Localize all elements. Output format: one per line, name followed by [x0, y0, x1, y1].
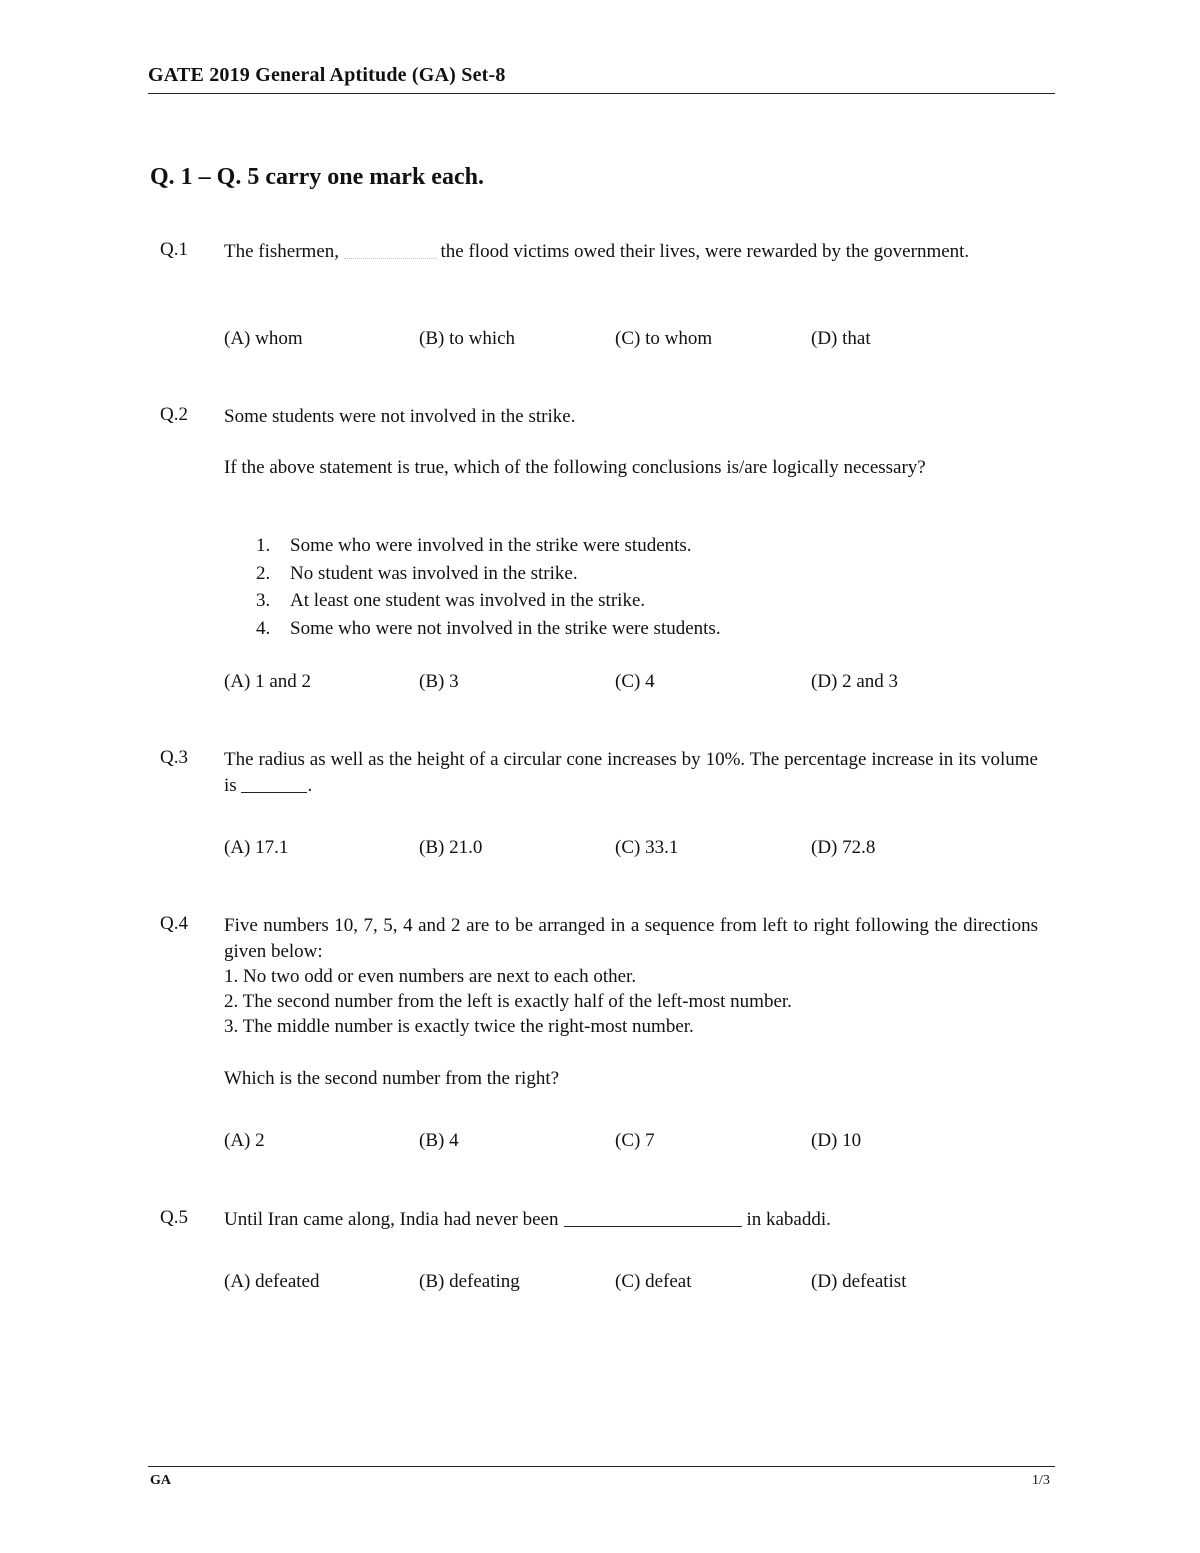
option-c: (C) 33.1 [615, 837, 679, 858]
option-d: (D) defeatist [811, 1271, 907, 1292]
list-item: 1. Some who were involved in the strike were students. [256, 535, 692, 556]
question-number: Q.5 [160, 1207, 188, 1228]
options-q3 [0, 837, 1200, 867]
options-q5 [0, 1271, 1200, 1301]
option-d: (D) 72.8 [811, 837, 876, 858]
answer-blank [241, 792, 307, 793]
option-c: (C) to whom [615, 328, 713, 349]
option-b: (B) 4 [419, 1130, 459, 1151]
answer-blank [344, 258, 436, 259]
question-prompt: Which is the second number from the right? [224, 1068, 560, 1089]
options-q1 [0, 328, 1200, 358]
conclusion-list [256, 532, 721, 642]
footer-paper-code: GA [150, 1473, 171, 1488]
question-number: Q.4 [160, 913, 188, 934]
stem-text-after: in kabaddi. [746, 1209, 831, 1230]
option-d: (D) that [811, 328, 871, 349]
answer-blank [564, 1226, 742, 1227]
page-number: 1/3 [1032, 1473, 1050, 1488]
list-item: 3. At least one student was involved in the strike. [256, 590, 646, 611]
rule-3: 3. The middle number is exactly twice the right-most number. [224, 1016, 694, 1037]
stem-text-before: The fishermen, [224, 241, 340, 262]
rule-2: 2. The second number from the left is exactly half of the left-most number. [224, 991, 792, 1012]
footer-rule [148, 1466, 1055, 1467]
question-number: Q.1 [160, 239, 188, 260]
option-a: (A) 1 and 2 [224, 671, 312, 692]
list-item: 4. Some who were not involved in the strike were students. [256, 617, 721, 639]
option-a: (A) 2 [224, 1130, 265, 1151]
option-c: (C) 7 [615, 1130, 655, 1151]
option-c: (C) 4 [615, 671, 655, 692]
stem-text-before: Until Iran came along, India had never been [224, 1209, 559, 1230]
list-item: 2. No student was involved in the strike. [256, 562, 578, 584]
question-stem [224, 1207, 1038, 1233]
option-d: (D) 10 [811, 1130, 862, 1151]
page-header-title: GATE 2019 General Aptitude (GA) Set-8 [148, 64, 506, 86]
option-a: (A) defeated [224, 1271, 320, 1292]
option-c: (C) defeat [615, 1271, 692, 1292]
header-rule [148, 93, 1055, 94]
question-stem [224, 747, 1038, 799]
option-b: (B) 21.0 [419, 837, 483, 858]
option-b: (B) to which [419, 328, 516, 349]
rule-1: 1. No two odd or even numbers are next to each other. [224, 966, 637, 987]
question-stem-2: If the above statement is true, which of the following conclusions is/are logically necessary? [224, 457, 926, 478]
question-stem: Some students were not involved in the strike. [224, 406, 576, 427]
option-a: (A) whom [224, 328, 303, 349]
option-a: (A) 17.1 [224, 837, 289, 858]
option-d: (D) 2 and 3 [811, 671, 899, 692]
options-q4 [0, 1130, 1200, 1160]
question-stem: Five numbers 10, 7, 5, 4 and 2 are to be arranged in a sequence from left to right following the directions given below: [224, 915, 1038, 962]
question-number: Q.3 [160, 747, 188, 768]
question-stem [224, 239, 1038, 265]
stem-text-before: The radius as well as the height of a circular cone increases by 10%. The percentage increase in its volume is [224, 749, 1038, 796]
section-heading: Q. 1 – Q. 5 carry one mark each. [150, 164, 484, 190]
option-b: (B) 3 [419, 671, 459, 692]
stem-text-after: . [307, 775, 313, 796]
stem-text-after: the flood victims owed their lives, were rewarded by the government. [440, 241, 970, 262]
question-number: Q.2 [160, 404, 188, 425]
options-q2 [0, 671, 1200, 701]
option-b: (B) defeating [419, 1271, 520, 1292]
